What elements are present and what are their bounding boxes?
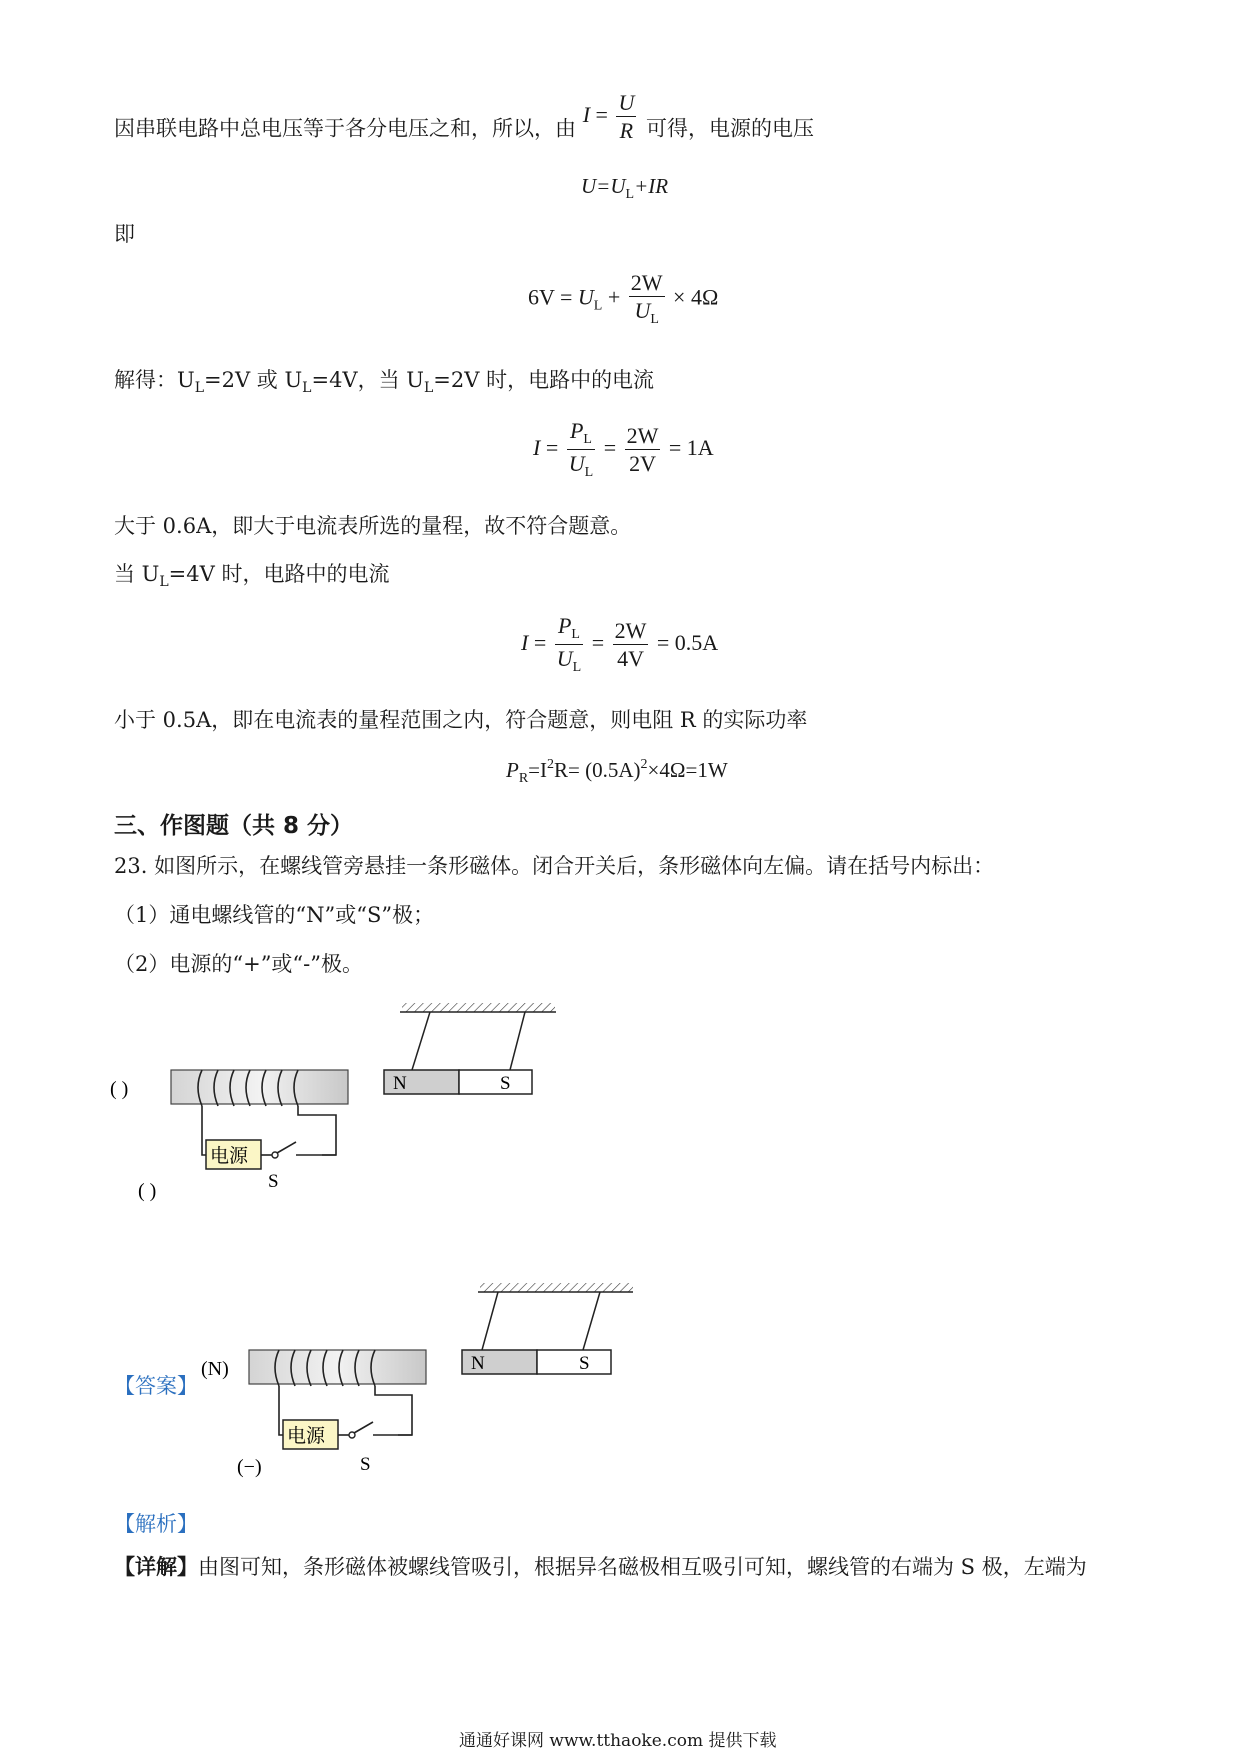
ceiling-hatch bbox=[480, 1283, 633, 1292]
string-left bbox=[412, 1012, 430, 1070]
formula-ohm: I = $\frac{U}{R}$ bbox=[582, 90, 635, 143]
string-right bbox=[583, 1292, 600, 1350]
equation-total-voltage: $U=U_L+IR$ bbox=[581, 174, 669, 202]
answer-coil-pole: (N) bbox=[201, 1358, 229, 1380]
wire-right bbox=[298, 1106, 336, 1155]
magnet-n-label: N bbox=[471, 1353, 485, 1374]
text-greater: 大于 0.6A，即大于电流表所选的量程，故不符合题意。 bbox=[114, 514, 632, 538]
equation-4: I = $\frac{P_L}{U_L}$ = $\frac{2W}{4V}$ = 0.5A bbox=[521, 613, 719, 675]
magnet-s-half bbox=[537, 1350, 611, 1374]
switch-blade bbox=[277, 1142, 296, 1153]
switch-label: S bbox=[268, 1171, 279, 1192]
answer-figure bbox=[195, 1275, 635, 1490]
switch-label: S bbox=[360, 1454, 371, 1475]
equation-3: I = $\frac{P_L}{U_L}$ = $\frac{2W}{2V}$ = 1A bbox=[533, 418, 714, 480]
question-figure bbox=[100, 995, 570, 1210]
string-right bbox=[510, 1012, 525, 1070]
bracket-battery: ( ) bbox=[138, 1180, 157, 1202]
text-line-1 bbox=[114, 90, 815, 143]
magnet-n-label: N bbox=[393, 1073, 407, 1094]
text-when: 当 $U_L=4V$ 时，电路中的电流 bbox=[114, 562, 390, 590]
equation-power: $P_R=I^2R= (0.5A)^2\times 4\Omega=1W$ bbox=[506, 757, 728, 786]
power-source-label: 电源 bbox=[210, 1146, 249, 1167]
text-less: 小于 0.5A，即在电流表的量程范围之内，符合题意，则电阻 R 的实际功率 bbox=[114, 708, 808, 732]
text-ji: 即 bbox=[114, 222, 135, 246]
magnet-s-label: S bbox=[500, 1073, 511, 1094]
detail-line bbox=[114, 1556, 1087, 1578]
bracket-coil: ( ) bbox=[110, 1078, 129, 1100]
analysis-tag: 【解析】 bbox=[114, 1512, 198, 1536]
page-footer: 通通好课网 www.tthaoke.com 提供下载 bbox=[459, 1731, 777, 1751]
line1-suffix: 可得，电源的电压 bbox=[646, 116, 815, 141]
magnet-s-label: S bbox=[579, 1353, 590, 1374]
equation-2: $6V = U_L$ + $\frac{2W}{U_L}$ × 4Ω bbox=[528, 270, 719, 327]
ceiling-hatch bbox=[402, 1003, 555, 1012]
power-source-label: 电源 bbox=[287, 1426, 326, 1447]
switch-blade bbox=[354, 1422, 373, 1433]
question-sub-1: （1）通电螺线管的“N”或“S”极； bbox=[114, 903, 435, 927]
detail-text: 由图可知，条形磁体被螺线管吸引，根据异名磁极相互吸引可知，螺线管的右端为 S 极，左端为 bbox=[198, 1555, 1087, 1579]
question-sub-2: （2）电源的“+”或“-”极。 bbox=[114, 952, 363, 976]
magnet-s-half bbox=[459, 1070, 532, 1094]
wire-right bbox=[375, 1386, 412, 1435]
detail-tag: 【详解】 bbox=[114, 1554, 198, 1579]
string-left bbox=[482, 1292, 498, 1350]
text-solve: 解得：$U_L=2V$ 或 $U_L=4V$，当 $U_L=2V$ 时，电路中的电流 bbox=[114, 368, 655, 396]
line1-text: 因串联电路中总电压等于各分电压之和，所以，由 bbox=[114, 116, 576, 141]
section-title: 三、作图题（共 8 分） bbox=[114, 813, 354, 839]
answer-battery-pole: (−) bbox=[237, 1456, 262, 1478]
answer-tag: 【答案】 bbox=[114, 1374, 198, 1398]
question-stem: 23. 如图所示，在螺线管旁悬挂一条形磁体。闭合开关后，条形磁体向左偏。请在括号内标出： bbox=[114, 854, 995, 878]
